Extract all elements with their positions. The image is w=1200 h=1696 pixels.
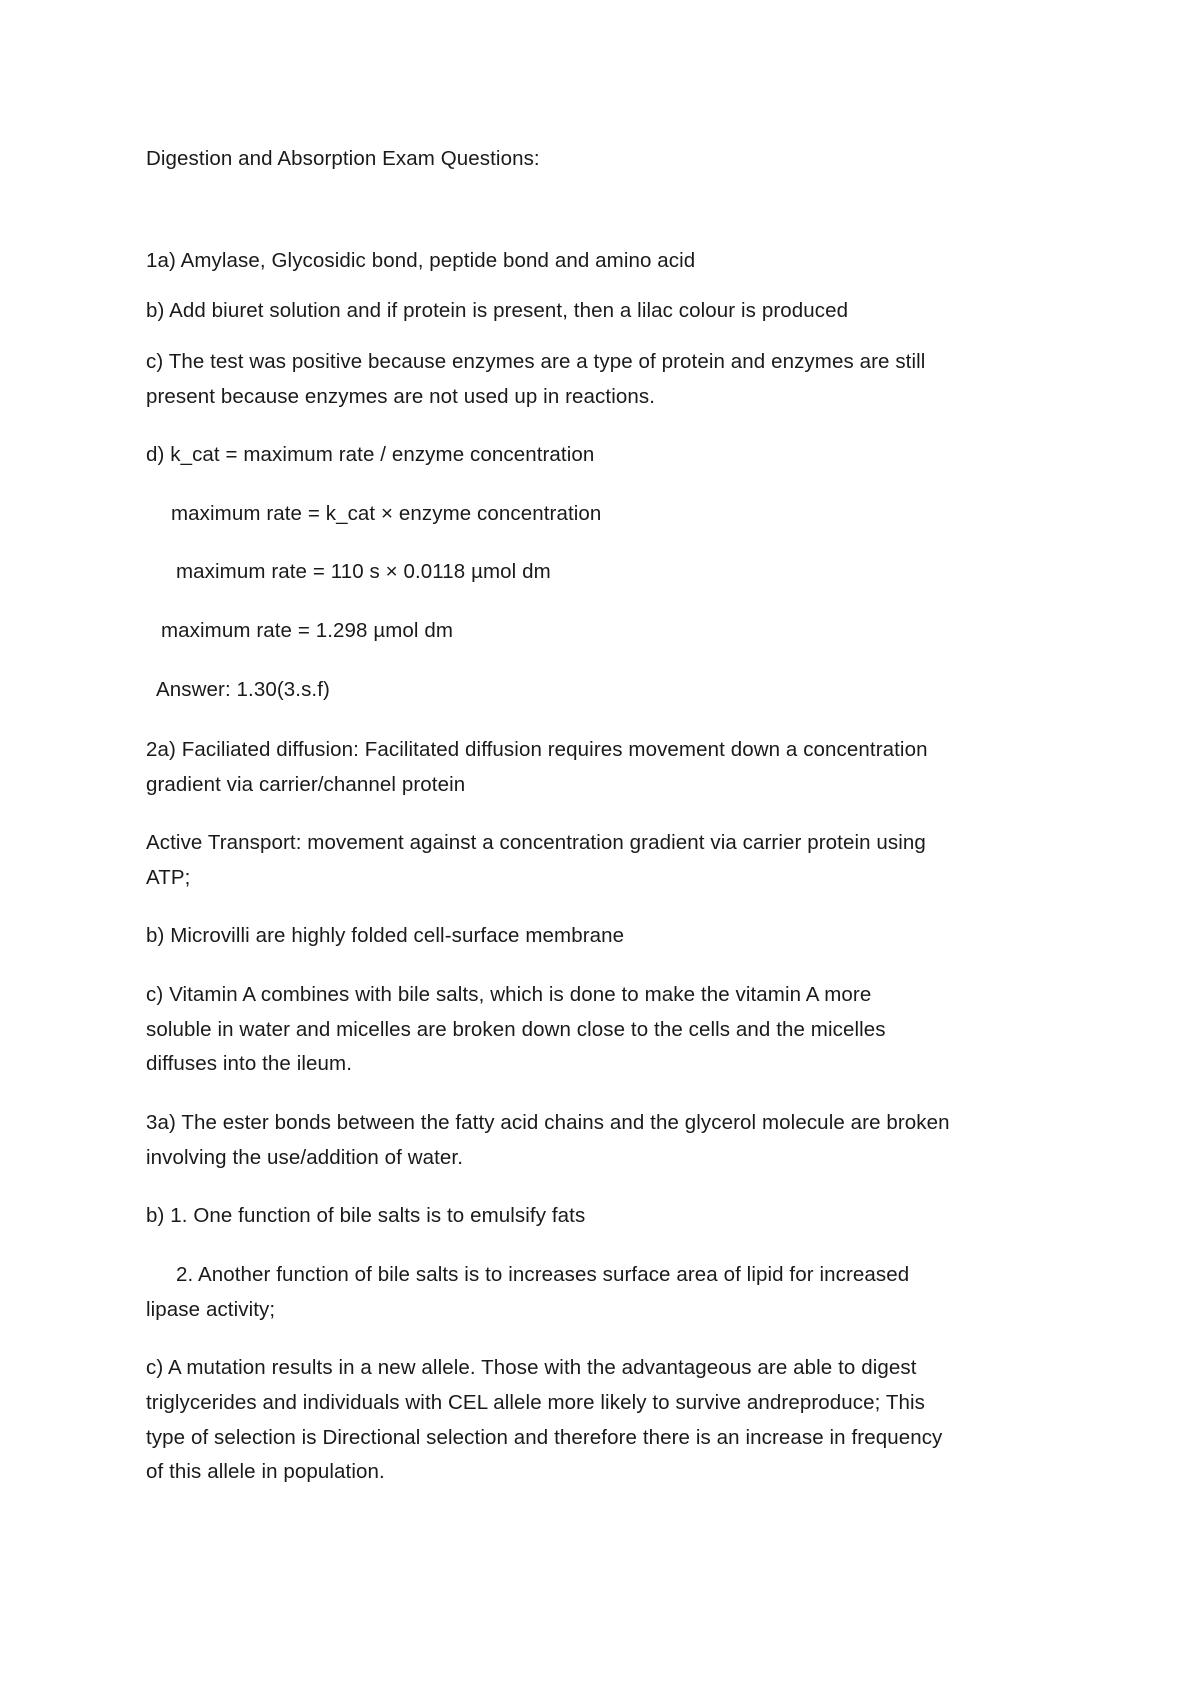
answer-line: diffuses into the ileum. bbox=[146, 1052, 352, 1075]
answer-line: maximum rate = 110 s × 0.0118 µmol dm bbox=[176, 560, 551, 583]
answer-line: c) Vitamin A combines with bile salts, which is done to make the vitamin A more bbox=[146, 983, 872, 1006]
answer-line: of this allele in population. bbox=[146, 1460, 385, 1483]
answer-line: maximum rate = k_cat × enzyme concentration bbox=[171, 502, 602, 525]
answer-line: c) A mutation results in a new allele. Those with the advantageous are able to digest bbox=[146, 1356, 917, 1379]
answer-line: b) Add biuret solution and if protein is present, then a lilac colour is produced bbox=[146, 299, 849, 322]
answer-line: type of selection is Directional selection and therefore there is an increase in frequency bbox=[146, 1426, 943, 1449]
answer-line: lipase activity; bbox=[146, 1298, 276, 1321]
answer-line: d) k_cat = maximum rate / enzyme concentration bbox=[146, 443, 595, 466]
answer-line: soluble in water and micelles are broken down close to the cells and the micelles bbox=[146, 1018, 886, 1041]
answer-line: b) 1. One function of bile salts is to emulsify fats bbox=[146, 1204, 586, 1227]
answer-line: 3a) The ester bonds between the fatty acid chains and the glycerol molecule are broken bbox=[146, 1111, 950, 1134]
answer-line: involving the use/addition of water. bbox=[146, 1146, 463, 1169]
answer-line: gradient via carrier/channel protein bbox=[146, 773, 466, 796]
answer-line: c) The test was positive because enzymes are a type of protein and enzymes are still bbox=[146, 350, 926, 373]
document-title: Digestion and Absorption Exam Questions: bbox=[146, 147, 540, 170]
answer-line: 2. Another function of bile salts is to increases surface area of lipid for increased bbox=[176, 1263, 910, 1286]
answer-line: 2a) Faciliated diffusion: Facilitated diffusion requires movement down a concentration bbox=[146, 738, 928, 761]
answer-line: Active Transport: movement against a concentration gradient via carrier protein using bbox=[146, 831, 926, 854]
answer-line: Answer: 1.30(3.s.f) bbox=[156, 678, 330, 701]
answer-line: present because enzymes are not used up in reactions. bbox=[146, 385, 655, 408]
answer-line: b) Microvilli are highly folded cell-surface membrane bbox=[146, 924, 625, 947]
answer-line: 1a) Amylase, Glycosidic bond, peptide bond and amino acid bbox=[146, 249, 696, 272]
answer-line: maximum rate = 1.298 µmol dm bbox=[161, 619, 454, 642]
answer-line: ATP; bbox=[146, 866, 191, 889]
answer-line: triglycerides and individuals with CEL allele more likely to survive andreproduce; This bbox=[146, 1391, 925, 1414]
